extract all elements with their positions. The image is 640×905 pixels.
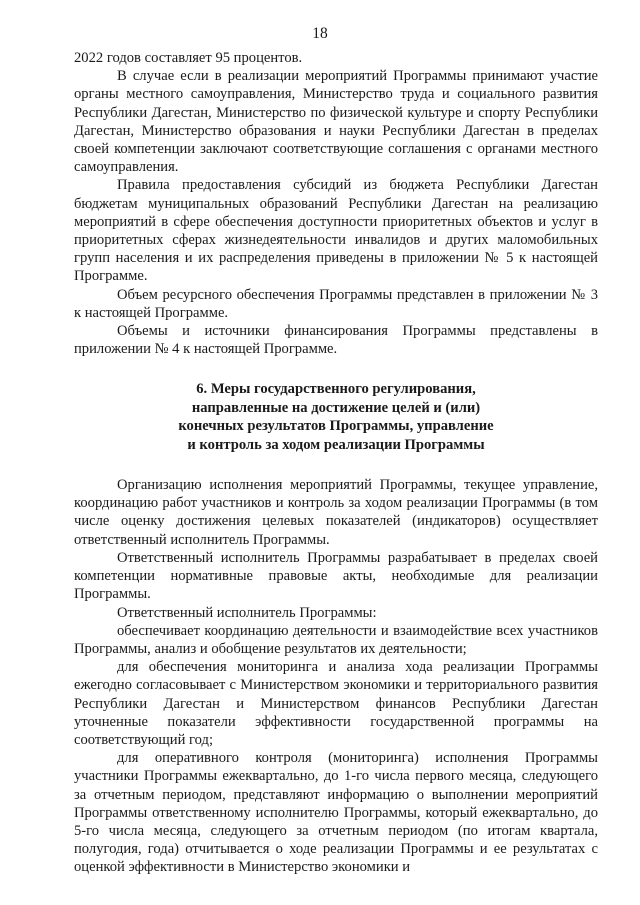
document-body [74, 49, 598, 877]
paragraph: Ответственный исполнитель Программы разрабатывает в пределах своей компетенции нормативные правовые акты, необходимые для реализации Программы. [74, 549, 598, 603]
paragraph: 2022 годов составляет 95 процентов. [74, 50, 303, 66]
paragraph: для обеспечения мониторинга и анализа хода реализации Программы ежегодно согласовывает с Министерством экономики и территориального развития Республики Дагестан и Министерством финансов Республики Дагестан уточненные показатели эффективности государственной программы на соответствующий год; [74, 659, 598, 748]
paragraph: В случае если в реализации мероприятий Программы принимают участие органы местного самоуправления, Министерство труда и социального развития Республики Дагестан, Министерство по физической культуре и спорту Республики Дагестан, Министерство образования и науки Республики Дагестан в пределах своей компетенции заключают соответствующие соглашения с органами местного самоуправления. [74, 68, 598, 176]
section-heading-line: конечных результатов Программы, управление [178, 418, 494, 435]
paragraph: для оперативного контроля (мониторинга) исполнения Программы участники Программы ежеквартально, до 1-го числа первого месяца, следующего за отчетным периодом, представляют информацию о выполнении мероприятий Программы ответственному исполнителю Программы, который ежеквартально, до 5-го числа месяца, следующего за отчетным периодом (по итогам квартала, полугодия, года) отчитывается о ходе реализации Программы и ее результатах с оценкой эффективности в Министерство экономики и [74, 750, 598, 876]
section-heading-line: 6. Меры государственного регулирования, [196, 381, 476, 398]
paragraph: Ответственный исполнитель Программы: [117, 604, 377, 621]
section-heading-line: и контроль за ходом реализации Программы [187, 436, 485, 453]
paragraph: обеспечивает координацию деятельности и взаимодействие всех участников Программы, анализ и обобщение результатов их деятельности; [74, 622, 598, 657]
section-heading-line: направленные на достижение целей и (или) [191, 399, 481, 416]
paragraph: Организацию исполнения мероприятий Программы, текущее управление, координацию работ участников и контроль за ходом реализации Программы (в том числе оценку достижения целевых показателей (индикаторов) осуществляет ответственный исполнитель Программы. [74, 477, 598, 548]
paragraph: Правила предоставления субсидий из бюджета Республики Дагестан бюджетам муниципальных образований Республики Дагестан на реализацию мероприятий в сфере обеспечения доступности приоритетных объектов и услуг в приоритетных сферах жизнедеятельности инвалидов и других маломобильных групп населения и их распределения приведены в приложении № 5 к настоящей Программе. [74, 177, 598, 285]
page-number: 18 [312, 25, 328, 42]
paragraph: Объем ресурсного обеспечения Программы представлен в приложении № 3 к настоящей Программе. [74, 286, 598, 321]
section-heading [74, 380, 598, 454]
paragraph: Объемы и источники финансирования Программы представлены в приложении № 4 к настоящей Программе. [74, 323, 598, 358]
